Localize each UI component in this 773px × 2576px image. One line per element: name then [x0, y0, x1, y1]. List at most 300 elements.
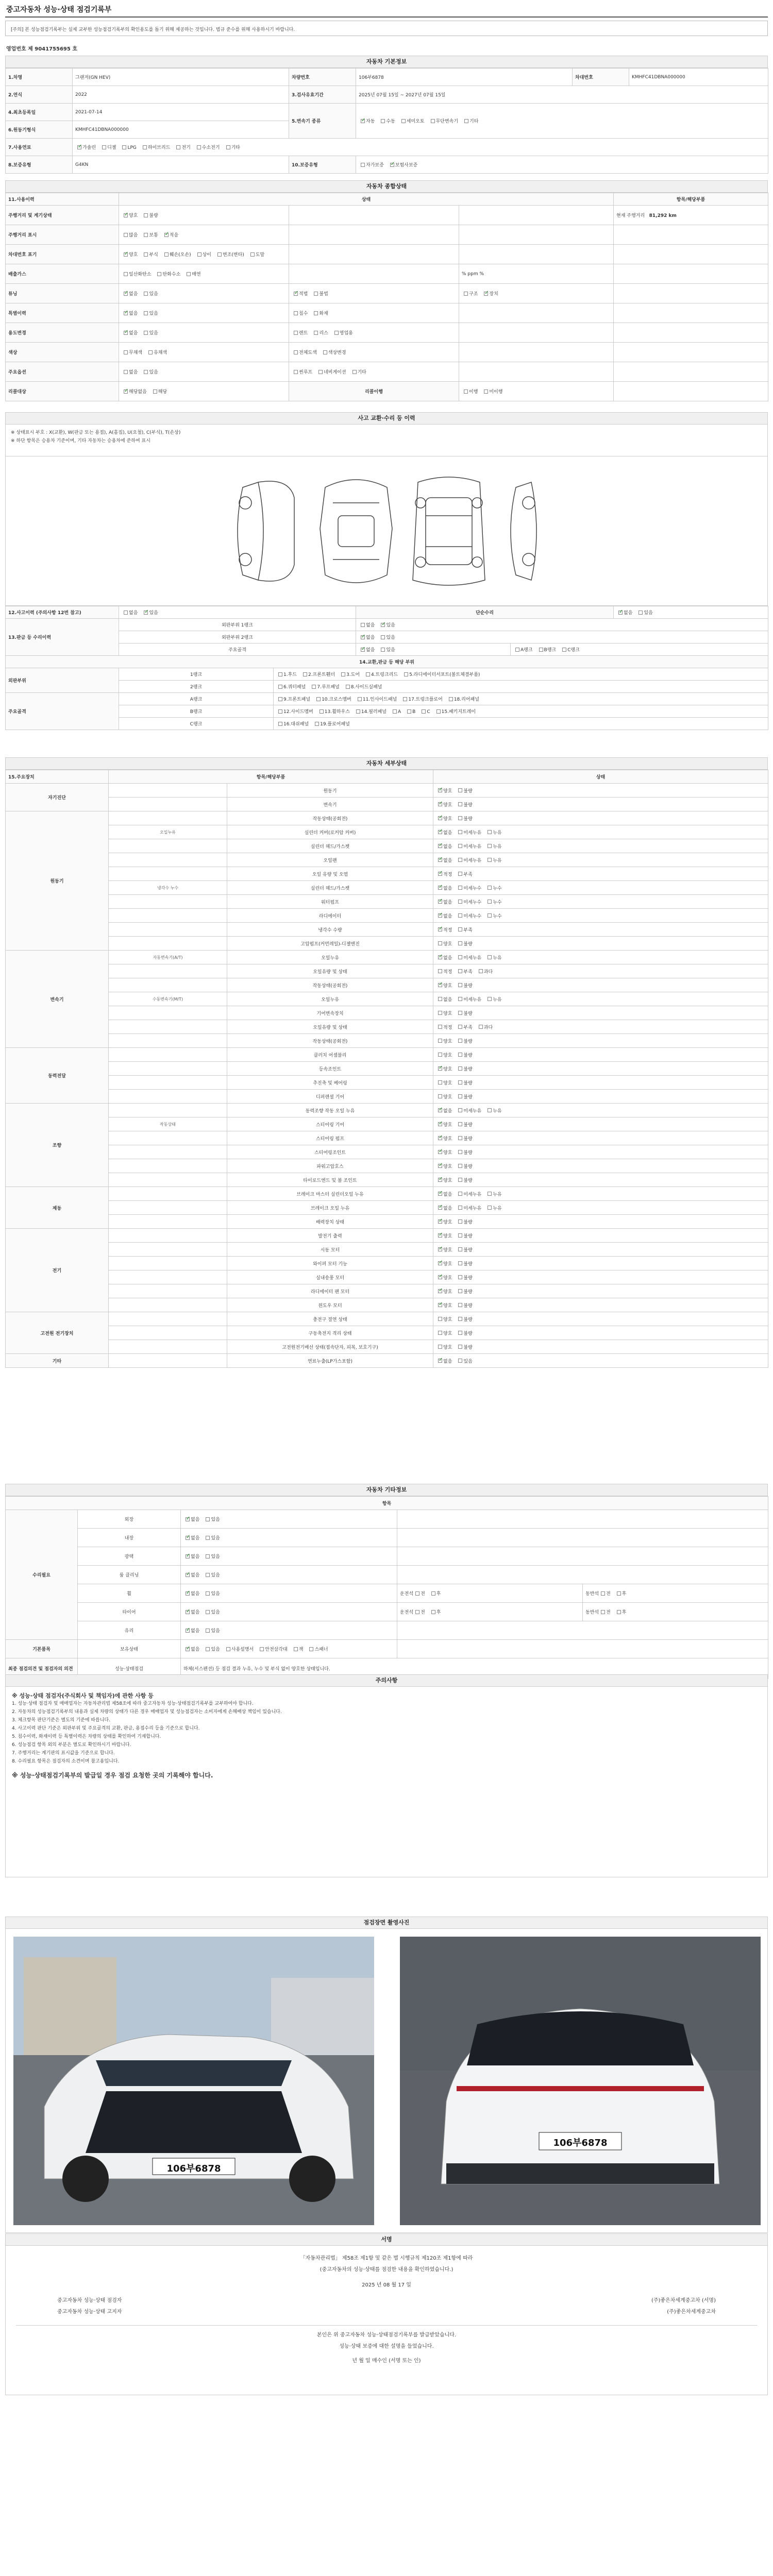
checkbox-icon[interactable] [390, 163, 394, 167]
checkbox-icon[interactable] [438, 1150, 442, 1154]
other-options[interactable] [181, 1603, 397, 1621]
checkbox-icon[interactable] [562, 648, 566, 652]
checkbox-icon[interactable] [438, 1233, 442, 1238]
checkbox-icon[interactable] [488, 1192, 492, 1196]
fuel-options-option[interactable] [141, 144, 170, 150]
checkbox-icon[interactable] [206, 1536, 210, 1540]
checkbox-icon[interactable] [431, 1591, 435, 1596]
general-option[interactable] [122, 212, 138, 218]
checkbox-icon[interactable] [458, 1164, 462, 1168]
checkbox-icon[interactable] [148, 350, 153, 354]
checkbox-icon[interactable] [458, 858, 462, 862]
detail-option[interactable] [485, 1205, 501, 1211]
part-option[interactable] [339, 671, 360, 677]
general-option[interactable] [151, 388, 167, 395]
frame-options[interactable] [356, 643, 511, 656]
part-option[interactable] [276, 671, 297, 677]
checkbox-icon[interactable] [438, 1331, 442, 1335]
detail-option[interactable] [456, 1107, 481, 1114]
frame-options-option[interactable] [359, 646, 375, 653]
detail-option[interactable] [436, 1232, 452, 1239]
detail-options[interactable] [433, 1104, 768, 1117]
checkbox-icon[interactable] [438, 788, 442, 792]
checkbox-icon[interactable] [438, 1053, 442, 1057]
detail-options[interactable] [433, 909, 768, 923]
general-option[interactable] [321, 349, 346, 355]
detail-option[interactable] [436, 885, 452, 891]
checkbox-icon[interactable] [278, 709, 282, 714]
frame-rank-options-option[interactable] [513, 646, 533, 653]
checkbox-icon[interactable] [438, 816, 442, 820]
detail-option[interactable] [436, 1246, 452, 1253]
side-option[interactable] [599, 1608, 611, 1615]
part-option[interactable] [364, 671, 398, 677]
other-option[interactable] [183, 1516, 199, 1522]
checkbox-icon[interactable] [294, 292, 298, 296]
detail-option[interactable] [456, 1135, 472, 1142]
detail-option[interactable] [456, 899, 481, 905]
checkbox-icon[interactable] [449, 697, 453, 701]
checkbox-icon[interactable] [278, 672, 282, 676]
checkbox-icon[interactable] [617, 1591, 621, 1596]
checkbox-icon[interactable] [294, 331, 298, 335]
general-options[interactable] [289, 245, 459, 264]
checkbox-icon[interactable] [294, 350, 298, 354]
checkbox-icon[interactable] [415, 1591, 419, 1596]
detail-options[interactable] [433, 895, 768, 909]
part-option[interactable] [276, 708, 313, 715]
checkbox-icon[interactable] [438, 955, 442, 959]
transmission-options-option[interactable] [379, 117, 395, 124]
checkbox-icon[interactable] [438, 1289, 442, 1293]
part-option[interactable] [356, 696, 397, 702]
checkbox-icon[interactable] [488, 1206, 492, 1210]
general-options[interactable] [119, 303, 289, 323]
detail-options[interactable] [433, 1090, 768, 1104]
detail-option[interactable] [456, 787, 472, 794]
checkbox-icon[interactable] [438, 1317, 442, 1321]
detail-option[interactable] [456, 1163, 472, 1170]
general-option[interactable] [122, 231, 138, 238]
detail-options[interactable] [433, 811, 768, 825]
general-options[interactable] [459, 323, 614, 343]
general-option[interactable] [142, 368, 158, 375]
detail-option[interactable] [456, 954, 481, 961]
detail-option[interactable] [456, 982, 472, 989]
checkbox-icon[interactable] [488, 858, 492, 862]
checkbox-icon[interactable] [458, 1150, 462, 1154]
checkbox-icon[interactable] [124, 611, 128, 615]
other-option[interactable] [183, 1608, 199, 1615]
parts-options[interactable] [274, 705, 768, 718]
checkbox-icon[interactable] [601, 1610, 605, 1614]
checkbox-icon[interactable] [438, 1359, 442, 1363]
detail-option[interactable] [436, 1149, 452, 1156]
detail-option[interactable] [456, 1316, 472, 1323]
checkbox-icon[interactable] [458, 1053, 462, 1057]
checkbox-icon[interactable] [144, 370, 148, 374]
other-option[interactable] [183, 1553, 199, 1560]
detail-option[interactable] [456, 1065, 472, 1072]
detail-options[interactable] [433, 1243, 768, 1257]
checkbox-icon[interactable] [438, 997, 442, 1001]
detail-option[interactable] [456, 1330, 472, 1336]
other-options[interactable] [181, 1566, 397, 1584]
detail-option[interactable] [436, 1218, 452, 1225]
checkbox-icon[interactable] [458, 1206, 462, 1210]
side-option[interactable] [615, 1608, 627, 1615]
checkbox-icon[interactable] [638, 611, 643, 615]
detail-option[interactable] [456, 1191, 481, 1197]
general-options[interactable] [119, 245, 289, 264]
checkbox-icon[interactable] [438, 1080, 442, 1084]
general-option[interactable] [316, 368, 346, 375]
checkbox-icon[interactable] [431, 119, 435, 123]
detail-option[interactable] [436, 1191, 452, 1197]
checkbox-icon[interactable] [458, 1247, 462, 1251]
detail-option[interactable] [436, 954, 452, 961]
detail-options[interactable] [433, 1201, 768, 1215]
part-option[interactable] [447, 696, 479, 702]
checkbox-icon[interactable] [356, 709, 360, 714]
checkbox-icon[interactable] [124, 292, 128, 296]
checkbox-icon[interactable] [315, 722, 319, 726]
general-option[interactable] [292, 290, 308, 297]
detail-options[interactable] [433, 881, 768, 895]
general-option[interactable] [122, 251, 138, 258]
accident-options-option[interactable] [142, 609, 158, 616]
checkbox-icon[interactable] [157, 272, 161, 276]
other-options[interactable] [181, 1584, 397, 1603]
detail-option[interactable] [456, 1246, 472, 1253]
checkbox-icon[interactable] [458, 941, 462, 945]
detail-option[interactable] [456, 885, 481, 891]
detail-option[interactable] [485, 829, 501, 836]
other-option[interactable] [204, 1534, 220, 1541]
general-options[interactable] [119, 206, 289, 225]
checkbox-icon[interactable] [458, 1108, 462, 1112]
checkbox-icon[interactable] [458, 927, 462, 931]
fuel-options-option[interactable] [120, 145, 136, 150]
other-options[interactable] [181, 1529, 397, 1547]
checkbox-icon[interactable] [458, 1039, 462, 1043]
checkbox-icon[interactable] [488, 955, 492, 959]
detail-option[interactable] [436, 940, 452, 947]
side-option[interactable] [429, 1608, 441, 1615]
detail-options[interactable] [433, 1312, 768, 1326]
detail-option[interactable] [436, 871, 452, 877]
other-option[interactable] [292, 1646, 304, 1652]
checkbox-icon[interactable] [217, 252, 222, 257]
frame-options-option[interactable] [379, 646, 395, 653]
part-option[interactable] [344, 683, 382, 690]
repair-options-option[interactable] [616, 609, 632, 616]
checkbox-icon[interactable] [438, 1094, 442, 1098]
checkbox-icon[interactable] [318, 370, 323, 374]
detail-option[interactable] [436, 1302, 452, 1309]
general-option[interactable] [312, 310, 328, 316]
detail-options[interactable] [433, 1034, 768, 1048]
detail-option[interactable] [456, 801, 472, 808]
part-option[interactable] [313, 720, 350, 727]
checkbox-icon[interactable] [438, 872, 442, 876]
checkbox-icon[interactable] [352, 370, 357, 374]
detail-option[interactable] [436, 996, 452, 1003]
checkbox-icon[interactable] [278, 685, 282, 689]
detail-option[interactable] [456, 1344, 472, 1350]
rank1-options[interactable] [356, 619, 768, 631]
checkbox-icon[interactable] [484, 389, 488, 394]
checkbox-icon[interactable] [438, 1066, 442, 1071]
general-option[interactable] [122, 329, 138, 336]
detail-option[interactable] [436, 1344, 452, 1350]
detail-options[interactable] [433, 1354, 768, 1368]
detail-option[interactable] [436, 1052, 452, 1058]
detail-option[interactable] [436, 1107, 452, 1114]
general-options[interactable] [289, 284, 459, 303]
general-option[interactable] [292, 310, 308, 316]
detail-option[interactable] [456, 968, 472, 975]
general-option[interactable] [332, 329, 353, 336]
rank1-options-option[interactable] [359, 621, 375, 628]
detail-option[interactable] [456, 1052, 472, 1058]
detail-options[interactable] [433, 1326, 768, 1340]
checkbox-icon[interactable] [438, 844, 442, 848]
detail-option[interactable] [436, 982, 452, 989]
detail-option[interactable] [485, 954, 501, 961]
checkbox-icon[interactable] [484, 292, 488, 296]
detail-option[interactable] [436, 899, 452, 905]
detail-options[interactable] [433, 1020, 768, 1034]
checkbox-icon[interactable] [438, 1178, 442, 1182]
transmission-options-option[interactable] [359, 117, 375, 124]
checkbox-icon[interactable] [358, 697, 362, 701]
checkbox-icon[interactable] [488, 1108, 492, 1112]
detail-option[interactable] [436, 968, 452, 975]
detail-option[interactable] [456, 1079, 472, 1086]
checkbox-icon[interactable] [294, 311, 298, 315]
checkbox-icon[interactable] [144, 213, 148, 217]
checkbox-icon[interactable] [206, 1573, 210, 1577]
checkbox-icon[interactable] [438, 1108, 442, 1112]
checkbox-icon[interactable] [431, 1610, 435, 1614]
general-option[interactable] [122, 310, 138, 316]
general-option[interactable] [312, 290, 328, 297]
general-options[interactable] [289, 343, 459, 362]
side-option[interactable] [413, 1590, 425, 1597]
checkbox-icon[interactable] [438, 1192, 442, 1196]
checkbox-icon[interactable] [438, 1164, 442, 1168]
detail-options[interactable] [433, 951, 768, 964]
checkbox-icon[interactable] [458, 1080, 462, 1084]
checkbox-icon[interactable] [206, 1554, 210, 1558]
detail-options[interactable] [433, 923, 768, 937]
detail-options[interactable] [433, 1257, 768, 1270]
general-options[interactable] [459, 264, 614, 284]
checkbox-icon[interactable] [153, 389, 157, 394]
checkbox-icon[interactable] [124, 370, 128, 374]
detail-option[interactable] [436, 1358, 452, 1364]
checkbox-icon[interactable] [438, 802, 442, 806]
general-options[interactable] [289, 225, 459, 245]
detail-option[interactable] [456, 996, 481, 1003]
checkbox-icon[interactable] [601, 1591, 605, 1596]
checkbox-icon[interactable] [438, 1261, 442, 1265]
transmission-options-option[interactable] [462, 117, 478, 124]
detail-options[interactable] [433, 1006, 768, 1020]
part-option[interactable] [405, 709, 415, 715]
part-option[interactable] [401, 696, 442, 702]
general-option[interactable] [155, 270, 180, 277]
checkbox-icon[interactable] [438, 1025, 442, 1029]
buyer-fields[interactable]: 년 월 일 매수인 (서명 또는 인) [352, 2358, 421, 2364]
checkbox-icon[interactable] [407, 709, 411, 714]
checkbox-icon[interactable] [438, 927, 442, 931]
part-option[interactable] [314, 696, 351, 702]
checkbox-icon[interactable] [404, 672, 408, 676]
checkbox-icon[interactable] [458, 1289, 462, 1293]
checkbox-icon[interactable] [186, 1554, 190, 1558]
general-options[interactable] [289, 303, 459, 323]
general-option[interactable] [142, 329, 158, 336]
detail-option[interactable] [456, 1038, 472, 1044]
detail-option[interactable] [456, 1302, 472, 1309]
general-options[interactable] [459, 343, 614, 362]
checkbox-icon[interactable] [458, 1261, 462, 1265]
checkbox-icon[interactable] [124, 213, 128, 217]
checkbox-icon[interactable] [464, 119, 468, 123]
other-options[interactable] [181, 1621, 397, 1640]
checkbox-icon[interactable] [206, 1591, 210, 1596]
detail-options[interactable] [433, 1215, 768, 1229]
checkbox-icon[interactable] [438, 1275, 442, 1279]
checkbox-icon[interactable] [314, 331, 318, 335]
checkbox-icon[interactable] [186, 1573, 190, 1577]
detail-option[interactable] [456, 1010, 472, 1016]
checkbox-icon[interactable] [618, 611, 623, 615]
detail-option[interactable] [456, 1358, 472, 1364]
checkbox-icon[interactable] [314, 292, 318, 296]
part-option[interactable] [276, 696, 310, 702]
detail-options[interactable] [433, 867, 768, 881]
checkbox-icon[interactable] [361, 623, 365, 627]
checkbox-icon[interactable] [458, 1178, 462, 1182]
detail-option[interactable] [485, 843, 501, 850]
checkbox-icon[interactable] [436, 709, 441, 714]
checkbox-icon[interactable] [438, 1011, 442, 1015]
general-option[interactable] [122, 349, 142, 355]
frame-rank-options[interactable] [511, 643, 768, 656]
side-option[interactable] [413, 1608, 425, 1615]
general-option[interactable] [142, 231, 158, 238]
checkbox-icon[interactable] [366, 672, 370, 676]
other-option[interactable] [183, 1571, 199, 1578]
checkbox-icon[interactable] [186, 1647, 190, 1651]
detail-option[interactable] [485, 1107, 501, 1114]
checkbox-icon[interactable] [316, 697, 321, 701]
checkbox-icon[interactable] [320, 709, 324, 714]
detail-option[interactable] [456, 926, 472, 933]
checkbox-icon[interactable] [488, 913, 492, 918]
checkbox-icon[interactable] [458, 830, 462, 834]
other-options[interactable] [181, 1547, 397, 1566]
detail-options[interactable] [433, 964, 768, 978]
checkbox-icon[interactable] [186, 1629, 190, 1633]
detail-options[interactable] [433, 1187, 768, 1201]
checkbox-icon[interactable] [309, 1647, 313, 1651]
detail-options[interactable] [433, 1340, 768, 1354]
checkbox-icon[interactable] [458, 886, 462, 890]
other-options[interactable] [181, 1640, 397, 1658]
general-options[interactable] [459, 206, 614, 225]
checkbox-icon[interactable] [186, 1517, 190, 1521]
detail-option[interactable] [436, 1205, 452, 1211]
detail-option[interactable] [456, 1024, 472, 1030]
general-option[interactable] [162, 251, 191, 258]
detail-option[interactable] [456, 1232, 472, 1239]
checkbox-icon[interactable] [303, 672, 307, 676]
checkbox-icon[interactable] [515, 648, 519, 652]
general-option[interactable] [184, 270, 200, 277]
checkbox-icon[interactable] [438, 1303, 442, 1307]
part-option[interactable] [391, 709, 401, 715]
detail-option[interactable] [456, 829, 481, 836]
checkbox-icon[interactable] [124, 331, 128, 335]
checkbox-icon[interactable] [458, 983, 462, 987]
detail-option[interactable] [456, 815, 472, 822]
detail-options[interactable] [433, 825, 768, 839]
fuel-options-option[interactable] [195, 144, 220, 150]
part-option[interactable] [276, 720, 309, 727]
checkbox-icon[interactable] [479, 1025, 483, 1029]
part-option[interactable] [301, 671, 335, 677]
checkbox-icon[interactable] [458, 1317, 462, 1321]
parts-options[interactable] [274, 681, 768, 693]
detail-option[interactable] [456, 871, 472, 877]
general-options[interactable] [119, 264, 289, 284]
checkbox-icon[interactable] [458, 1122, 462, 1126]
checkbox-icon[interactable] [381, 119, 385, 123]
part-option[interactable] [310, 683, 339, 690]
frame-rank-options-option[interactable] [560, 646, 580, 653]
checkbox-icon[interactable] [458, 802, 462, 806]
detail-options[interactable] [433, 1229, 768, 1243]
checkbox-icon[interactable] [458, 1219, 462, 1224]
warranty-options-option[interactable] [388, 161, 417, 168]
checkbox-icon[interactable] [206, 1517, 210, 1521]
other-option[interactable] [183, 1627, 199, 1634]
general-options[interactable] [289, 323, 459, 343]
checkbox-icon[interactable] [393, 709, 397, 714]
general-options[interactable] [119, 382, 289, 401]
detail-option[interactable] [436, 843, 452, 850]
checkbox-icon[interactable] [312, 685, 316, 689]
general-options[interactable] [459, 284, 614, 303]
general-option[interactable] [122, 368, 138, 375]
general-option[interactable] [248, 251, 264, 258]
checkbox-icon[interactable] [438, 1206, 442, 1210]
checkbox-icon[interactable] [381, 648, 385, 652]
detail-options[interactable] [433, 1159, 768, 1173]
parts-options[interactable] [274, 668, 768, 681]
checkbox-icon[interactable] [458, 1345, 462, 1349]
other-option[interactable] [204, 1516, 220, 1522]
checkbox-icon[interactable] [438, 913, 442, 918]
detail-option[interactable] [436, 801, 452, 808]
side-option[interactable] [599, 1590, 611, 1597]
other-option[interactable] [183, 1534, 199, 1541]
detail-options[interactable] [433, 992, 768, 1006]
